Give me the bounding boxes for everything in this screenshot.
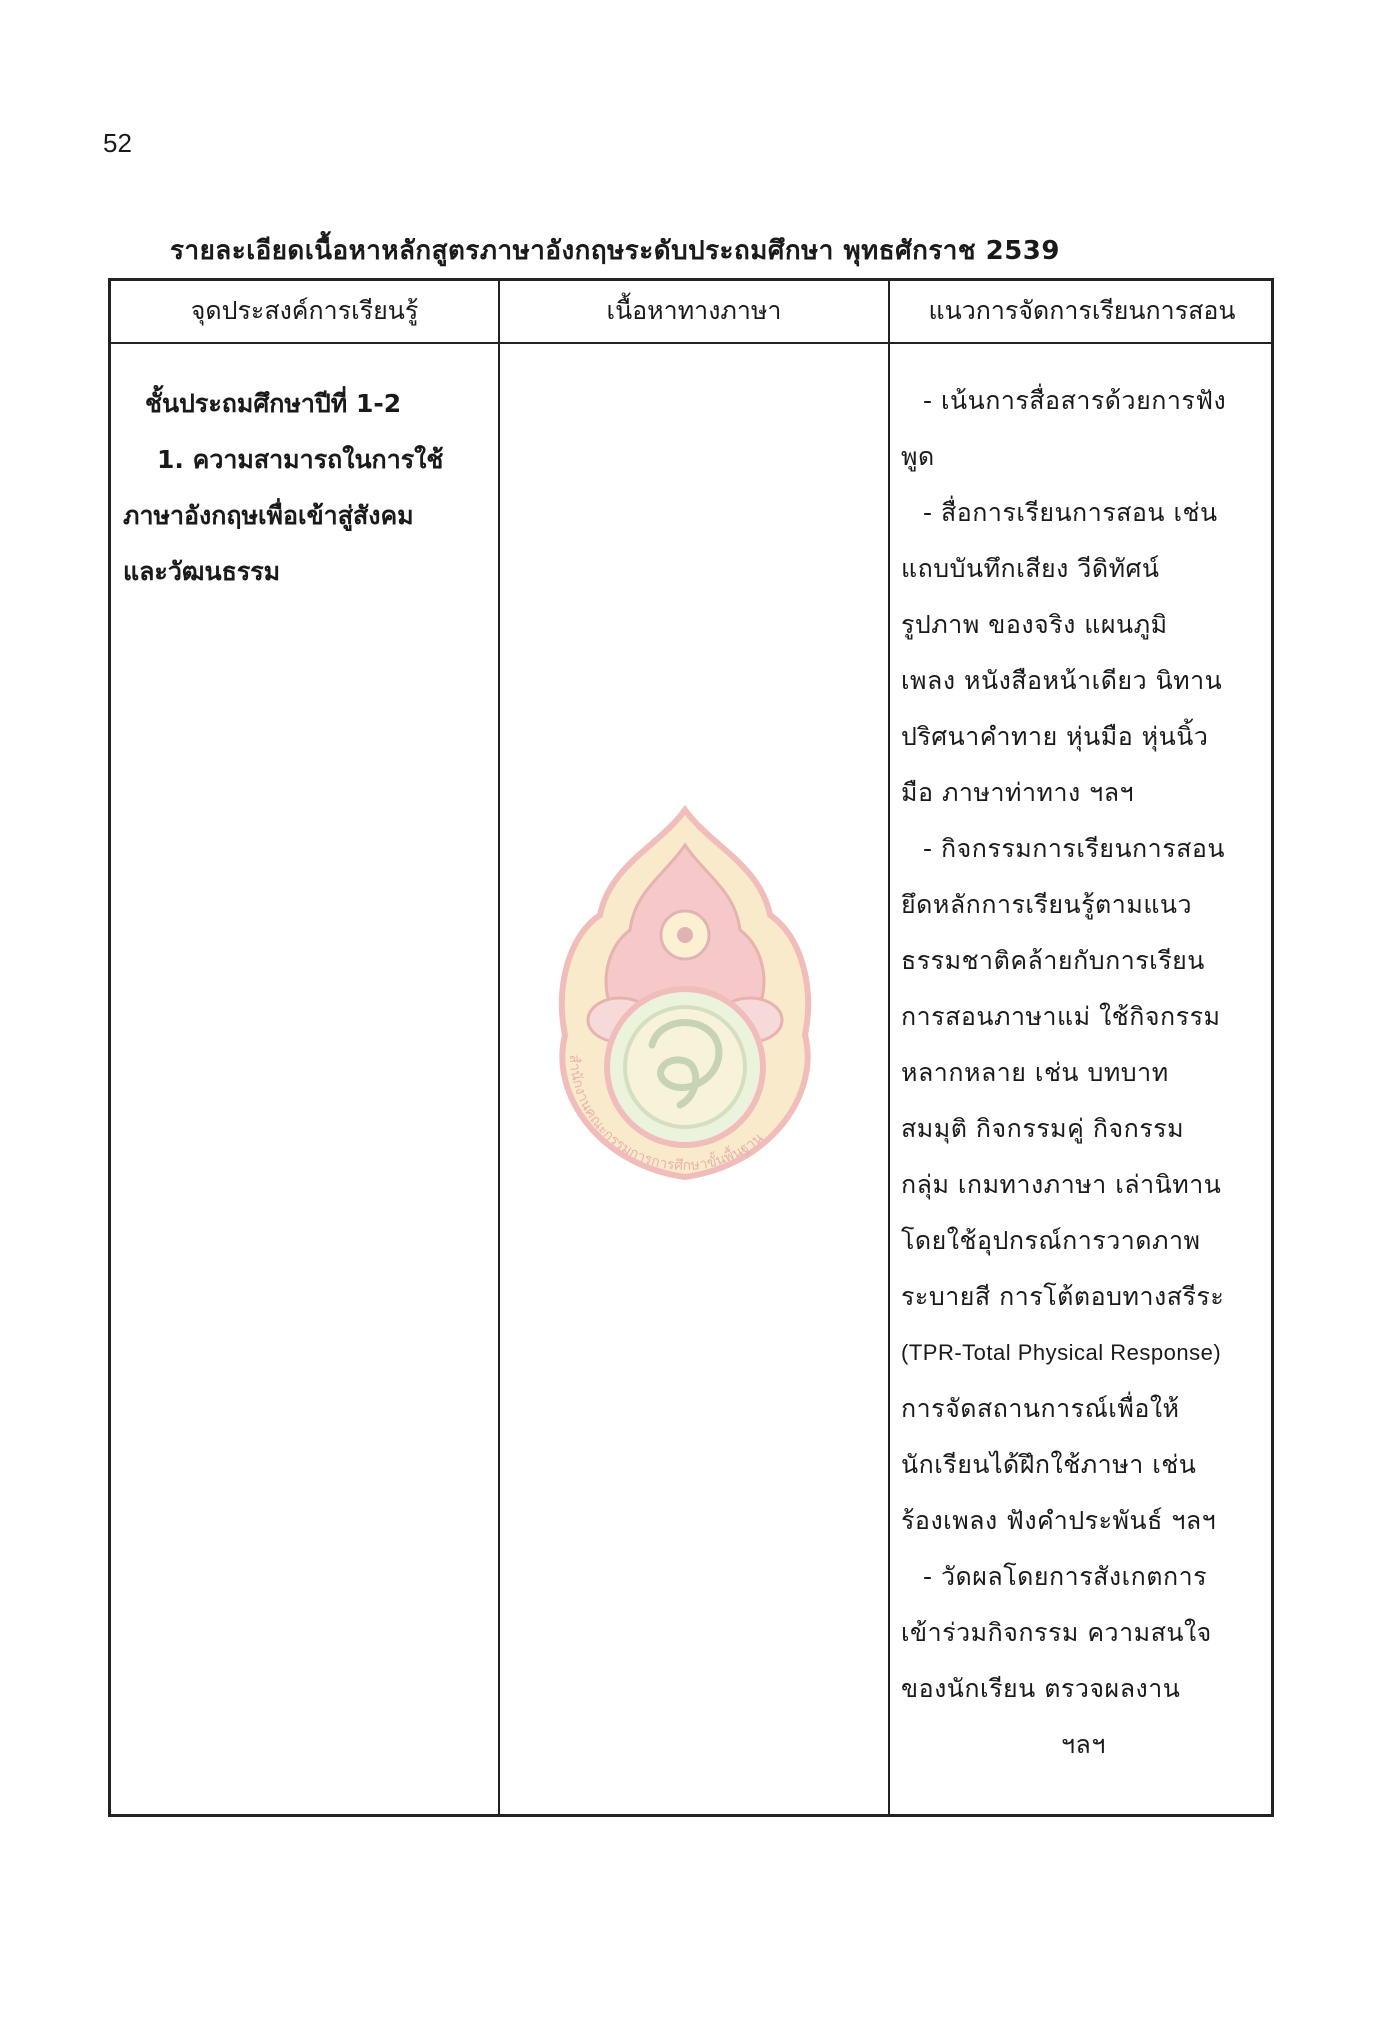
header-teaching-guidelines: แนวการจัดการเรียนการสอน (928, 296, 1236, 325)
emblem-text: สำนักงานคณะกรรมการการศึกษาขั้นพื้นฐาน (565, 1054, 767, 1175)
guideline-line: มือ ภาษาท่าทาง ฯลฯ (901, 778, 1135, 807)
guideline-line: เพลง หนังสือหน้าเดียว นิทาน (901, 666, 1223, 695)
header-learning-objectives: จุดประสงค์การเรียนรู้ (190, 296, 419, 325)
objective-line: และวัฒนธรรม (123, 557, 281, 586)
guideline-line: ฯลฯ (1061, 1730, 1106, 1759)
column-divider (498, 281, 500, 1814)
guideline-line: แถบบันทึกเสียง วีดิทัศน์ (901, 554, 1160, 583)
page-number: 52 (103, 128, 132, 158)
guideline-line: ร้องเพลง ฟังคำประพันธ์ ฯลฯ (901, 1506, 1217, 1535)
guideline-line: ยึดหลักการเรียนรู้ตามแนว (901, 890, 1193, 919)
guideline-line: - เน้นการสื่อสารด้วยการฟัง (923, 386, 1227, 415)
guideline-line: การจัดสถานการณ์เพื่อให้ (901, 1394, 1180, 1423)
guideline-line: สมมุติ กิจกรรมคู่ กิจกรรม (901, 1114, 1185, 1143)
guideline-line: ของนักเรียน ตรวจผลงาน (901, 1674, 1181, 1703)
guideline-line: ปริศนาคำทาย หุ่นมือ หุ่นนิ้ว (901, 722, 1209, 751)
objective-line: ภาษาอังกฤษเพื่อเข้าสู่สังคม (123, 501, 414, 530)
header-divider (111, 342, 1271, 344)
guideline-line: พูด (901, 442, 935, 471)
curriculum-table (108, 278, 1274, 1817)
guideline-line: ธรรมชาติคล้ายกับการเรียน (901, 946, 1205, 975)
guideline-line: หลากหลาย เช่น บทบาท (901, 1058, 1169, 1087)
guideline-line: - สื่อการเรียนการสอน เช่น (923, 498, 1218, 527)
objectives-cell (123, 376, 488, 600)
guideline-line: นักเรียนได้ฝึกใช้ภาษา เช่น (901, 1450, 1197, 1479)
guideline-line: รูปภาพ ของจริง แผนภูมิ (901, 610, 1168, 639)
header-language-content: เนื้อหาทางภาษา (606, 296, 782, 325)
guideline-line: โดยใช้อุปกรณ์การวาดภาพ (901, 1226, 1201, 1255)
guideline-line: เข้าร่วมกิจกรรม ความสนใจ (901, 1618, 1212, 1647)
guideline-line: ระบายสี การโต้ตอบทางสรีระ (901, 1282, 1225, 1311)
column-divider (888, 281, 890, 1814)
grade-level: ชั้นประถมศึกษาปีที่ 1-2 (145, 389, 402, 418)
teaching-guidelines-cell (901, 373, 1266, 1773)
guideline-line: (TPR-Total Physical Response) (901, 1340, 1222, 1365)
guideline-line: - กิจกรรมการเรียนการสอน (923, 834, 1226, 863)
guideline-line: - วัดผลโดยการสังเกตการ (923, 1562, 1208, 1591)
guideline-line: กลุ่ม เกมทางภาษา เล่านิทาน (901, 1170, 1222, 1199)
document-title: รายละเอียดเนื้อหาหลักสูตรภาษาอังกฤษระดับประถมศึกษา พุทธศักราช 2539 (170, 236, 1060, 266)
objective-line: 1. ความสามารถในการใช้ (157, 445, 444, 474)
guideline-line: การสอนภาษาแม่ ใช้กิจกรรม (901, 1002, 1221, 1031)
